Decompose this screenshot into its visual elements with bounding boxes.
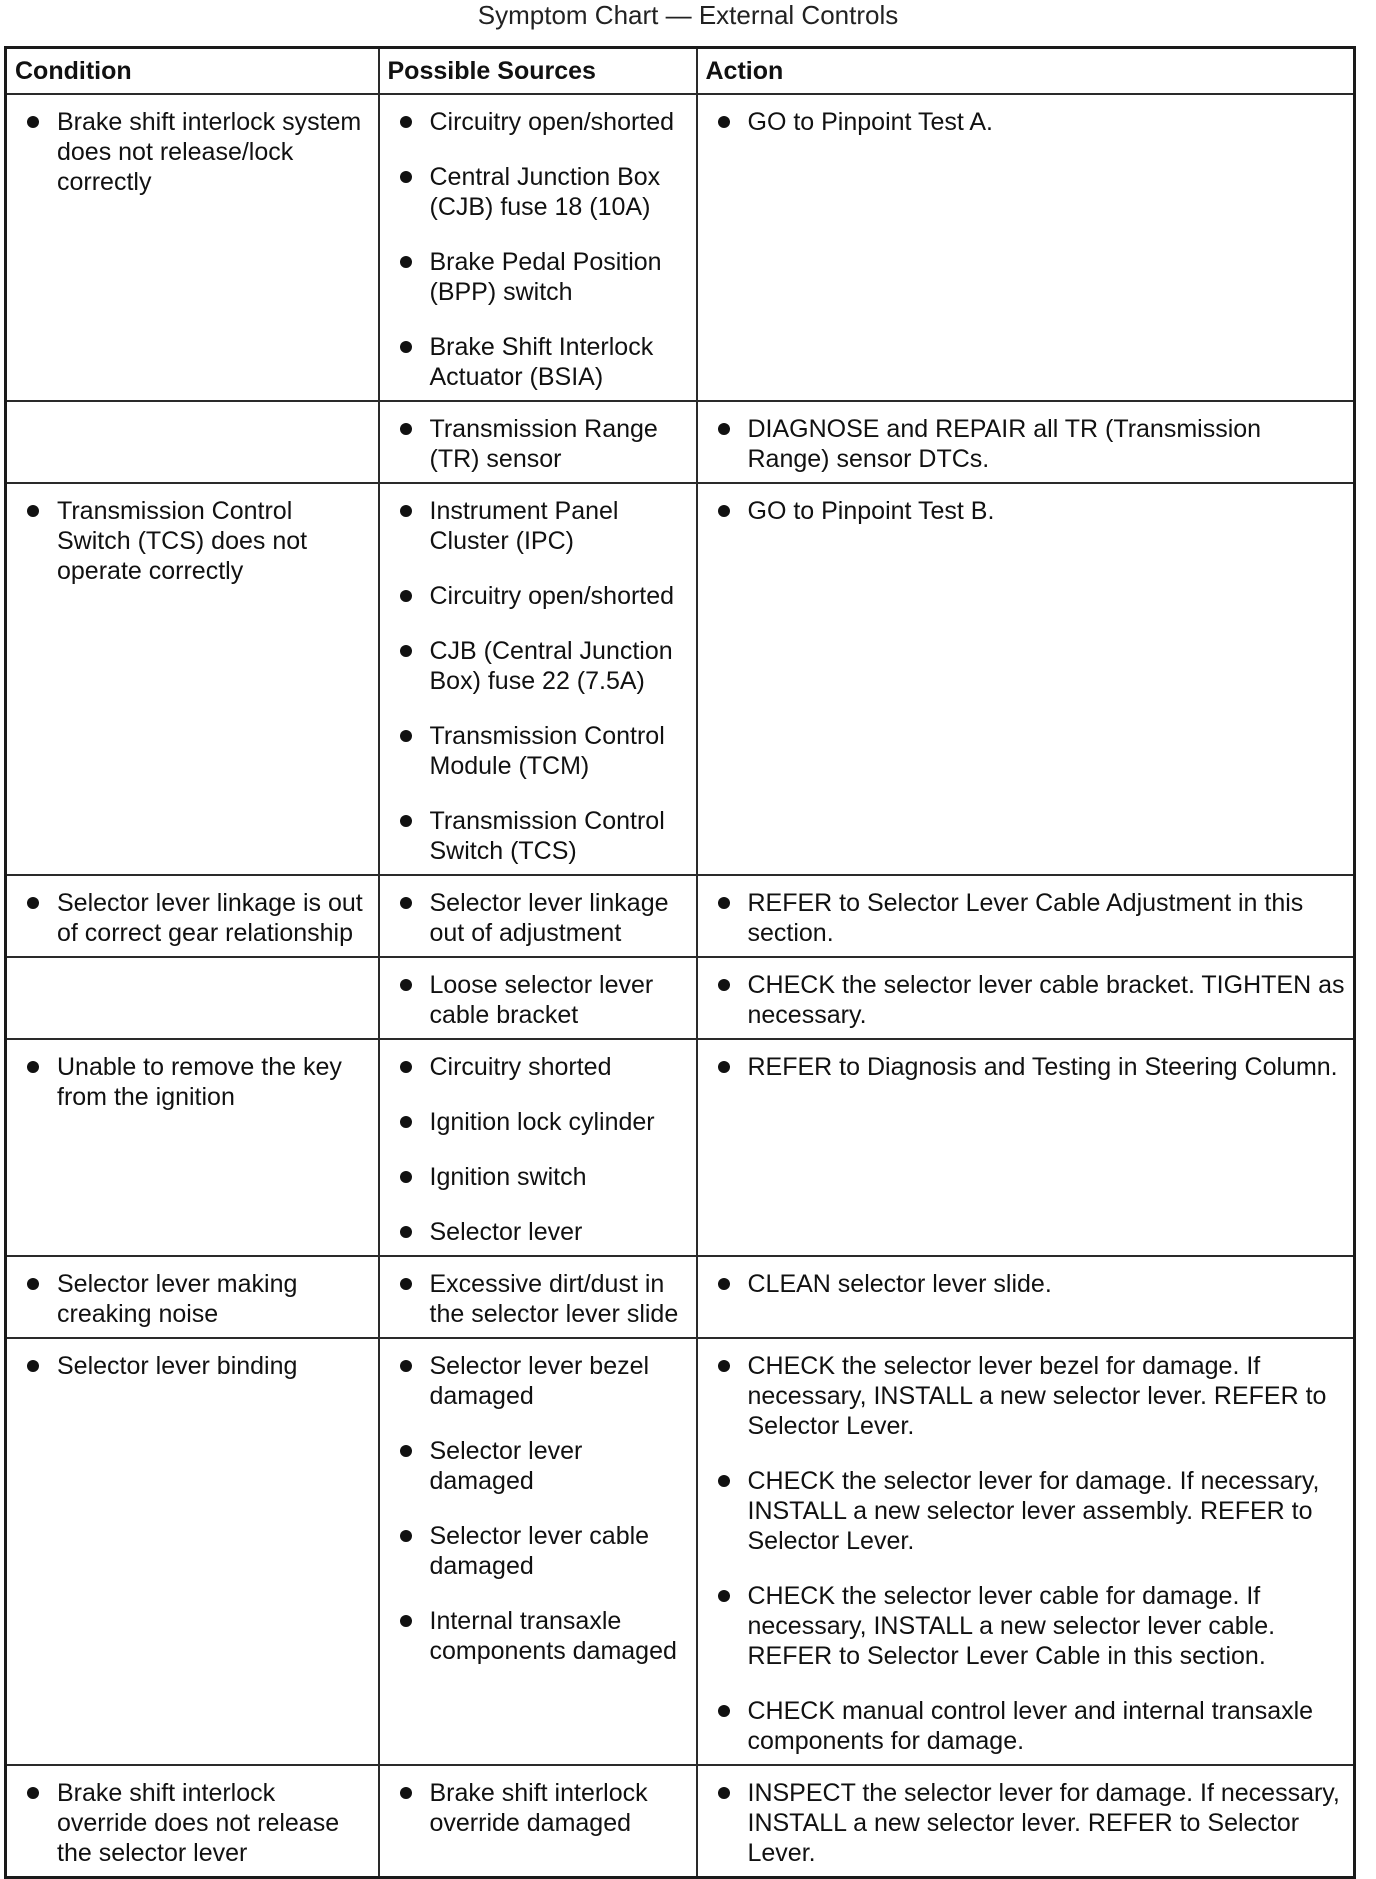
bullet-item: Central Junction Box (CJB) fuse 18 (10A) xyxy=(394,162,690,222)
bullet-item: DIAGNOSE and REPAIR all TR (Transmission Range) sensor DTCs. xyxy=(712,414,1348,474)
bullet-list xyxy=(21,1778,372,1868)
table-row xyxy=(6,957,1355,1039)
condition-cell xyxy=(6,1256,379,1338)
header-row xyxy=(6,48,1355,95)
bullet-item: Selector lever making creaking noise xyxy=(21,1269,372,1329)
bullet-list xyxy=(712,1351,1348,1756)
action-cell xyxy=(697,1765,1355,1878)
symptom-chart-table xyxy=(4,46,1356,1879)
sources-cell xyxy=(379,957,697,1039)
bullet-item: Transmission Control Module (TCM) xyxy=(394,721,690,781)
condition-cell xyxy=(6,401,379,483)
bullet-item: Unable to remove the key from the ignition xyxy=(21,1052,372,1112)
bullet-list xyxy=(394,1778,690,1838)
sources-cell xyxy=(379,1338,697,1765)
header-possible-sources: Possible Sources xyxy=(379,48,697,95)
bullet-item: CHECK the selector lever cable for damage. If necessary, INSTALL a new selector lever cable. REFER to Selector Lever Cable in this section. xyxy=(712,1581,1348,1671)
bullet-item: CHECK the selector lever for damage. If necessary, INSTALL a new selector lever assembly. REFER to Selector Lever. xyxy=(712,1466,1348,1556)
bullet-list xyxy=(712,1269,1348,1299)
sources-cell xyxy=(379,875,697,957)
bullet-list xyxy=(394,414,690,474)
bullet-list xyxy=(394,970,690,1030)
condition-cell xyxy=(6,1765,379,1878)
sources-cell xyxy=(379,483,697,875)
table-row xyxy=(6,1039,1355,1256)
bullet-item: Instrument Panel Cluster (IPC) xyxy=(394,496,690,556)
bullet-item: Internal transaxle components damaged xyxy=(394,1606,690,1666)
table-row xyxy=(6,1765,1355,1878)
bullet-list xyxy=(394,107,690,392)
action-cell xyxy=(697,401,1355,483)
bullet-item: Ignition lock cylinder xyxy=(394,1107,690,1137)
bullet-item: Selector lever xyxy=(394,1217,690,1247)
action-cell xyxy=(697,94,1355,401)
bullet-item: CHECK the selector lever cable bracket. TIGHTEN as necessary. xyxy=(712,970,1348,1030)
bullet-item: Transmission Control Switch (TCS) xyxy=(394,806,690,866)
bullet-item: Brake shift interlock override damaged xyxy=(394,1778,690,1838)
bullet-item: Selector lever linkage out of adjustment xyxy=(394,888,690,948)
bullet-item: Selector lever linkage is out of correct gear relationship xyxy=(21,888,372,948)
bullet-item: CHECK manual control lever and internal transaxle components for damage. xyxy=(712,1696,1348,1756)
bullet-list xyxy=(394,1269,690,1329)
bullet-list xyxy=(394,496,690,866)
bullet-list xyxy=(712,496,1348,526)
bullet-list xyxy=(712,1052,1348,1082)
bullet-item: GO to Pinpoint Test B. xyxy=(712,496,1348,526)
bullet-list xyxy=(712,970,1348,1030)
condition-cell xyxy=(6,1039,379,1256)
table-row xyxy=(6,94,1355,401)
bullet-item: Selector lever bezel damaged xyxy=(394,1351,690,1411)
bullet-list xyxy=(712,107,1348,137)
bullet-item: CHECK the selector lever bezel for damage. If necessary, INSTALL a new selector lever. REFER to Selector Lever. xyxy=(712,1351,1348,1441)
bullet-item: Ignition switch xyxy=(394,1162,690,1192)
bullet-item: Selector lever binding xyxy=(21,1351,372,1381)
table-row xyxy=(6,875,1355,957)
condition-cell xyxy=(6,483,379,875)
bullet-list xyxy=(712,888,1348,948)
table-row xyxy=(6,1338,1355,1765)
bullet-item: REFER to Diagnosis and Testing in Steering Column. xyxy=(712,1052,1348,1082)
bullet-list xyxy=(21,107,372,197)
bullet-item: Brake shift interlock override does not release the selector lever xyxy=(21,1778,372,1868)
bullet-item: GO to Pinpoint Test A. xyxy=(712,107,1348,137)
action-cell xyxy=(697,1256,1355,1338)
header-condition: Condition xyxy=(6,48,379,95)
sources-cell xyxy=(379,1765,697,1878)
action-cell xyxy=(697,875,1355,957)
action-cell xyxy=(697,483,1355,875)
bullet-list xyxy=(394,1351,690,1666)
bullet-list xyxy=(712,1778,1348,1868)
bullet-item: Circuitry shorted xyxy=(394,1052,690,1082)
bullet-list xyxy=(712,414,1348,474)
table-row xyxy=(6,401,1355,483)
bullet-item: Transmission Range (TR) sensor xyxy=(394,414,690,474)
bullet-item: Circuitry open/shorted xyxy=(394,107,690,137)
condition-cell xyxy=(6,875,379,957)
page-title: Symptom Chart — External Controls xyxy=(477,0,899,30)
bullet-item: Brake shift interlock system does not release/lock correctly xyxy=(21,107,372,197)
condition-cell xyxy=(6,957,379,1039)
bullet-item: Brake Pedal Position (BPP) switch xyxy=(394,247,690,307)
sources-cell xyxy=(379,1039,697,1256)
condition-cell xyxy=(6,1338,379,1765)
header-action: Action xyxy=(697,48,1355,95)
bullet-list xyxy=(394,888,690,948)
sources-cell xyxy=(379,1256,697,1338)
bullet-item: Selector lever damaged xyxy=(394,1436,690,1496)
bullet-item: REFER to Selector Lever Cable Adjustment in this section. xyxy=(712,888,1348,948)
sources-cell xyxy=(379,94,697,401)
action-cell xyxy=(697,1338,1355,1765)
bullet-item: Brake Shift Interlock Actuator (BSIA) xyxy=(394,332,690,392)
bullet-list xyxy=(21,1269,372,1329)
table-row xyxy=(6,1256,1355,1338)
bullet-item: Transmission Control Switch (TCS) does not operate correctly xyxy=(21,496,372,586)
condition-cell xyxy=(6,94,379,401)
bullet-item: Selector lever cable damaged xyxy=(394,1521,690,1581)
bullet-list xyxy=(394,1052,690,1247)
bullet-list xyxy=(21,1052,372,1112)
action-cell xyxy=(697,1039,1355,1256)
bullet-item: Loose selector lever cable bracket xyxy=(394,970,690,1030)
bullet-item: Excessive dirt/dust in the selector lever slide xyxy=(394,1269,690,1329)
bullet-list xyxy=(21,496,372,586)
table-row xyxy=(6,483,1355,875)
bullet-list xyxy=(21,1351,372,1381)
action-cell xyxy=(697,957,1355,1039)
bullet-item: CJB (Central Junction Box) fuse 22 (7.5A) xyxy=(394,636,690,696)
bullet-item: CLEAN selector lever slide. xyxy=(712,1269,1348,1299)
sources-cell xyxy=(379,401,697,483)
bullet-item: INSPECT the selector lever for damage. If necessary, INSTALL a new selector lever. REFER to Selector Lever. xyxy=(712,1778,1348,1868)
bullet-item: Circuitry open/shorted xyxy=(394,581,690,611)
bullet-list xyxy=(21,888,372,948)
